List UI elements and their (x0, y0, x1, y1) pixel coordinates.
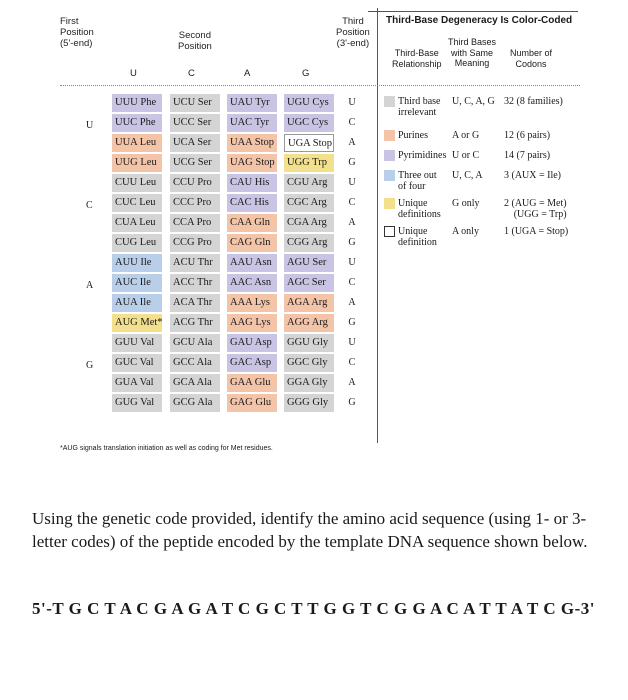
codon-cell: AGA Arg (284, 294, 334, 312)
codon-cell: GCA Ala (170, 374, 220, 392)
first-base-label: G (86, 360, 94, 371)
codon-cell: UUC Phe (112, 114, 162, 132)
third-base-label: U (348, 337, 356, 348)
codon-cell: AGG Arg (284, 314, 334, 332)
codon-cell: CCC Pro (170, 194, 220, 212)
codon-cell: UUA Leu (112, 134, 162, 152)
legend-relationship: Three out of four (398, 170, 437, 192)
codon-cell: CAG Gln (227, 234, 277, 252)
codon-cell: AUU Ile (112, 254, 162, 272)
header-line: Position (60, 27, 94, 38)
codon-cell: UAG Stop (227, 154, 277, 172)
codon-cell: GCG Ala (170, 394, 220, 412)
legend-swatch (384, 96, 395, 107)
codon-cell: GUC Val (112, 354, 162, 372)
third-base-label: A (348, 297, 356, 308)
third-base-label: C (348, 277, 356, 288)
codon-cell: CUC Leu (112, 194, 162, 212)
legend-swatch (384, 198, 395, 209)
codon-cell: UGC Cys (284, 114, 334, 132)
codon-cell: UCC Ser (170, 114, 220, 132)
legend-meaning: U or C (452, 150, 480, 161)
codon-cell: CGC Arg (284, 194, 334, 212)
codon-cell: GGC Gly (284, 354, 334, 372)
legend-meaning: U, C, A, G (452, 96, 495, 107)
second-base-a: A (244, 68, 251, 79)
codon-cell: ACA Thr (170, 294, 220, 312)
codon-cell: GUA Val (112, 374, 162, 392)
first-base-label: C (86, 200, 93, 211)
second-base-g: G (302, 68, 310, 79)
codon-cell: UCU Ser (170, 94, 220, 112)
codon-cell: UUG Leu (112, 154, 162, 172)
codon-cell: CGG Arg (284, 234, 334, 252)
codon-cell: CAU His (227, 174, 277, 192)
header-line: Position (336, 27, 370, 38)
header-line: Second (178, 30, 212, 41)
legend-col-relationship (392, 48, 442, 69)
codon-cell: GGG Gly (284, 394, 334, 412)
legend-meaning: A only (452, 226, 479, 237)
first-base-label: U (86, 120, 94, 131)
third-base-label: G (348, 237, 356, 248)
legend-col-line: Third-Base (394, 48, 439, 58)
header-line: Position (178, 41, 212, 52)
legend-col-line: Third Bases (448, 37, 497, 47)
header-line: Third (342, 16, 364, 27)
codon-cell: CUG Leu (112, 234, 162, 252)
legend-codons: 14 (7 pairs) (504, 150, 551, 161)
third-base-label: U (348, 97, 356, 108)
legend-col-line: Relationship (392, 58, 442, 69)
third-base-label: G (348, 317, 356, 328)
codon-cell: GUG Val (112, 394, 162, 412)
third-base-label: G (348, 157, 356, 168)
header-line: (3'-end) (336, 38, 370, 49)
legend-relationship: Unique definitions (398, 198, 441, 220)
codon-cell: CCA Pro (170, 214, 220, 232)
codon-cell: GUU Val (112, 334, 162, 352)
codon-cell: UCG Ser (170, 154, 220, 172)
legend-col-line: Codons (515, 58, 547, 69)
legend-relationship: Purines (398, 130, 428, 141)
third-base-label: C (348, 117, 356, 128)
codon-cell: GGU Gly (284, 334, 334, 352)
codon-cell: UGU Cys (284, 94, 334, 112)
codon-cell: UAA Stop (227, 134, 277, 152)
codon-cell: ACG Thr (170, 314, 220, 332)
codon-cell: UAU Tyr (227, 94, 277, 112)
header-line: First (60, 16, 79, 27)
legend-col-meaning (448, 37, 496, 69)
codon-cell: UUU Phe (112, 94, 162, 112)
legend-title: Third-Base Degeneracy Is Color-Coded (386, 15, 573, 26)
legend-codons: 1 (UGA = Stop) (504, 226, 569, 237)
header-dotted-rule (60, 85, 580, 86)
legend-swatch (384, 150, 395, 161)
codon-cell: CUA Leu (112, 214, 162, 232)
codon-cell: UGG Trp (284, 154, 334, 172)
legend-codons: 32 (8 families) (504, 96, 563, 107)
codon-cell: AAC Asn (227, 274, 277, 292)
legend-codons: 12 (6 pairs) (504, 130, 551, 141)
second-base-u: U (130, 68, 137, 79)
codon-cell: CUU Leu (112, 174, 162, 192)
codon-cell: AAA Lys (227, 294, 277, 312)
third-base-label: U (348, 177, 356, 188)
codon-cell: ACC Thr (170, 274, 220, 292)
codon-cell: AAG Lys (227, 314, 277, 332)
third-base-label: A (348, 217, 356, 228)
first-base-label: A (86, 280, 94, 291)
third-base-label: A (348, 377, 356, 388)
codon-cell: GAU Asp (227, 334, 277, 352)
codon-cell: CGU Arg (284, 174, 334, 192)
top-rule (368, 11, 578, 12)
third-base-label: C (348, 197, 356, 208)
legend-meaning: G only (452, 198, 480, 209)
genetic-code-figure (40, 8, 588, 458)
codon-cell: CCU Pro (170, 174, 220, 192)
second-position-header (178, 30, 212, 52)
codon-cell: CAA Gln (227, 214, 277, 232)
codon-cell: GGA Gly (284, 374, 334, 392)
legend-relationship: Third base irrelevant (398, 96, 441, 118)
codon-cell: AGC Ser (284, 274, 334, 292)
codon-cell: AUA Ile (112, 294, 162, 312)
question-text: Using the genetic code provided, identify the amino acid sequence (using 1- or 3-letter codes) of the peptide encoded by the template DNA sequence shown below. (32, 509, 588, 551)
legend-relationship: Unique definition (398, 226, 437, 248)
codon-cell: AAU Asn (227, 254, 277, 272)
legend-col-line: with Same (451, 47, 494, 58)
legend-swatch (384, 170, 395, 181)
codon-cell: UGA Stop (284, 134, 334, 152)
codon-cell: CGA Arg (284, 214, 334, 232)
legend-col-line: Number of (510, 48, 553, 58)
third-base-label: G (348, 397, 356, 408)
codon-cell: ACU Thr (170, 254, 220, 272)
dna-sequence: 5'-T G C T A C G A G A T C G C T T G G T C G G A C A T T A T C G-3' (32, 599, 595, 618)
codon-cell: CAC His (227, 194, 277, 212)
codon-cell: UAC Tyr (227, 114, 277, 132)
codon-cell: UCA Ser (170, 134, 220, 152)
legend-codons: 2 (AUG = Met) (UGG = Trp) (504, 198, 567, 220)
vertical-divider (377, 8, 378, 443)
third-base-label: C (348, 357, 356, 368)
third-base-label: U (348, 257, 356, 268)
codon-cell: AUC Ile (112, 274, 162, 292)
legend-meaning: A or G (452, 130, 480, 141)
second-base-c: C (188, 68, 195, 79)
legend-relationship: Pyrimidines (398, 150, 447, 161)
codon-cell: AUG Met* (112, 314, 162, 332)
codon-cell: GCU Ala (170, 334, 220, 352)
codon-cell: GCC Ala (170, 354, 220, 372)
header-line: (5'-end) (60, 38, 93, 49)
codon-cell: GAG Glu (227, 394, 277, 412)
codon-cell: GAC Asp (227, 354, 277, 372)
first-position-header (60, 16, 94, 49)
codon-cell: AGU Ser (284, 254, 334, 272)
third-position-header (336, 16, 370, 49)
legend-swatch (384, 130, 395, 141)
footnote: *AUG signals translation initiation as well as coding for Met residues. (60, 445, 273, 452)
codon-cell: GAA Glu (227, 374, 277, 392)
legend-swatch (384, 226, 395, 237)
legend-meaning: U, C, A (452, 170, 483, 181)
legend-col-codons (510, 48, 552, 69)
legend-codons: 3 (AUX = Ile) (504, 170, 562, 181)
codon-cell: CCG Pro (170, 234, 220, 252)
legend-col-line: Meaning (454, 58, 490, 68)
third-base-label: A (348, 137, 356, 148)
